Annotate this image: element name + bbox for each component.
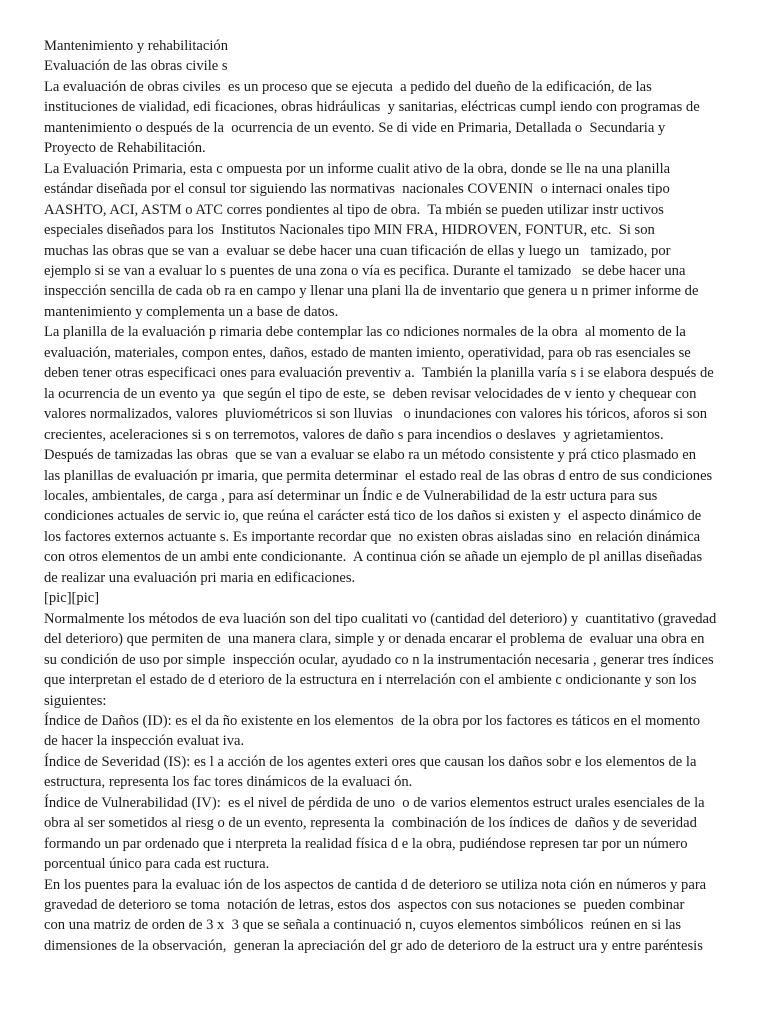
text-line: La Evaluación Primaria, esta c ompuesta por un informe cualit ativo de la obra, donde se lle na una planilla bbox=[44, 160, 671, 177]
document-body bbox=[44, 36, 720, 956]
text-line: Índice de Severidad (IS): es l a acción de los agentes exteri ores que causan los daños sobr e los elementos de la bbox=[44, 753, 697, 770]
text-line: los factores externos actuante s. Es importante recordar que no existen obras aisladas sino en relación dinámica bbox=[44, 528, 701, 545]
text-line: En los puentes para la evaluac ión de los aspectos de cantida d de deterioro se utiliza nota ción en números y para bbox=[44, 876, 707, 893]
text-line: con otros elementos de un ambi ente condicionante. A continua ción se añade un ejemplo de pl anillas diseñadas bbox=[44, 549, 703, 566]
text-line: Evaluación de las obras civile s bbox=[44, 58, 228, 75]
text-line: inspección sencilla de cada ob ra en campo y llenar una plani lla de inventario que genera u n primer informe de bbox=[44, 283, 699, 300]
text-line: La planilla de la evaluación p rimaria debe contemplar las co ndiciones normales de la obra al momento de la bbox=[44, 324, 686, 341]
text-line: estándar diseñada por el consul tor siguiendo las normativas nacionales COVENIN o internaci onales tipo bbox=[44, 181, 670, 198]
text-line: Después de tamizadas las obras que se van a evaluar se elabo ra un método consistente y prá ctico plasmado en bbox=[44, 447, 697, 464]
text-line: valores normalizados, valores pluviométricos si son lluvias o inundaciones con valores his tóricos, aforos si son bbox=[44, 406, 708, 423]
text-line: Mantenimiento y rehabilitación bbox=[44, 38, 228, 54]
text-line: formando un par ordenado que i nterpreta la realidad física d e la obra, pudiéndose represen tar por un número bbox=[44, 835, 688, 852]
text-line: crecientes, aceleraciones si s on terremotos, valores de daño s para incendios o deslaves y agrietamientos. bbox=[44, 426, 664, 443]
text-line: gravedad de deterioro se toma notación de letras, estos dos aspectos con sus notaciones se pueden combinar bbox=[44, 897, 685, 914]
text-line: la ocurrencia de un evento ya que según el tipo de este, se deben revisar velocidades de v iento y chequear con bbox=[44, 385, 697, 402]
text-line: obra al ser sometidos al riesg o de un evento, representa la combinación de los índices de daños y de severidad bbox=[44, 815, 697, 832]
text-line: del deterioro) que permiten de una manera clara, simple y or denada encarar el problema de evaluar una obra en bbox=[44, 631, 705, 648]
text-line: AASHTO, ACI, ASTM o ATC corres pondientes al tipo de obra. Ta mbién se pueden utilizar instr uctivos bbox=[44, 201, 664, 218]
text-line: Índice de Vulnerabilidad (IV): es el nivel de pérdida de uno o de varios elementos estruct urales esenciales de la bbox=[44, 794, 705, 811]
text-line: instituciones de vialidad, edi ficaciones, obras hidráulicas y sanitarias, eléctricas cumpl iendo con programas de bbox=[44, 99, 700, 116]
text-line: estructura, representa los fac tores dinámicos de la evaluaci ón. bbox=[44, 774, 413, 791]
text-line: ejemplo si se van a evaluar lo s puentes de una zona o vía es pecifica. Durante el tamizado se debe hacer una bbox=[44, 262, 686, 279]
text-line: Proyecto de Rehabilitación. bbox=[44, 140, 206, 157]
text-line: mantenimiento o después de la ocurrencia de un evento. Se di vide en Primaria, Detallada o Secundaria y bbox=[44, 119, 666, 136]
text-line: porcentual único para cada est ructura. bbox=[44, 856, 270, 873]
text-line: de hacer la inspección evaluat iva. bbox=[44, 733, 245, 750]
text-line: dimensiones de la observación, generan la apreciación del gr ado de deterioro de la estruct ura y entre paréntesis bbox=[44, 937, 703, 954]
text-line: Índice de Daños (ID): es el da ño existente en los elementos de la obra por los factores es táticos en el momento bbox=[44, 712, 701, 729]
text-line: muchas las obras que se van a evaluar se debe hacer una cuan tificación de ellas y luego un tamizado, por bbox=[44, 242, 671, 259]
text-line: [pic][pic] bbox=[44, 590, 100, 607]
text-line: su condición de uso por simple inspección ocular, ayudado co n la instrumentación necesaria , generar tres índices bbox=[44, 651, 714, 668]
text-line: las planillas de evaluación pr imaria, que permita determinar el estado real de las obras d entro de sus condiciones bbox=[44, 467, 713, 484]
text-line: de realizar una evaluación pri maria en edificaciones. bbox=[44, 569, 356, 586]
text-line: que interpretan el estado de d eterioro de la estructura en i nterrelación con el ambiente c ondicionante y son los bbox=[44, 672, 697, 689]
text-line: especiales diseñados para los Institutos Nacionales tipo MIN FRA, HIDROVEN, FONTUR, etc. Si son bbox=[44, 222, 655, 239]
text-line: siguientes: bbox=[44, 692, 107, 709]
text-line: con una matriz de orden de 3 x 3 que se señala a continuació n, cuyos elementos simbólicos reúnen en si las bbox=[44, 917, 682, 934]
text-line: condiciones actuales de servic io, que reúna el carácter está tico de los daños si existen y el aspecto dinámico de bbox=[44, 508, 702, 525]
text-line: mantenimiento y complementa un a base de datos. bbox=[44, 303, 339, 320]
text-line: La evaluación de obras civiles es un proceso que se ejecuta a pedido del dueño de la edificación, de las bbox=[44, 78, 652, 95]
text-line: deben tener otras especificaci ones para evaluación preventiv a. También la planilla varía s i se elabora después de bbox=[44, 365, 714, 382]
text-line: Normalmente los métodos de eva luación son del tipo cualitati vo (cantidad del deterioro) y cuantitativo (gravedad bbox=[44, 610, 717, 627]
text-line: evaluación, materiales, compon entes, daños, estado de manten imiento, operatividad, para ob ras esenciales se bbox=[44, 344, 691, 361]
text-line: locales, ambientales, de carga , para así determinar un Índic e de Vulnerabilidad de la estr uctura para sus bbox=[44, 487, 658, 504]
